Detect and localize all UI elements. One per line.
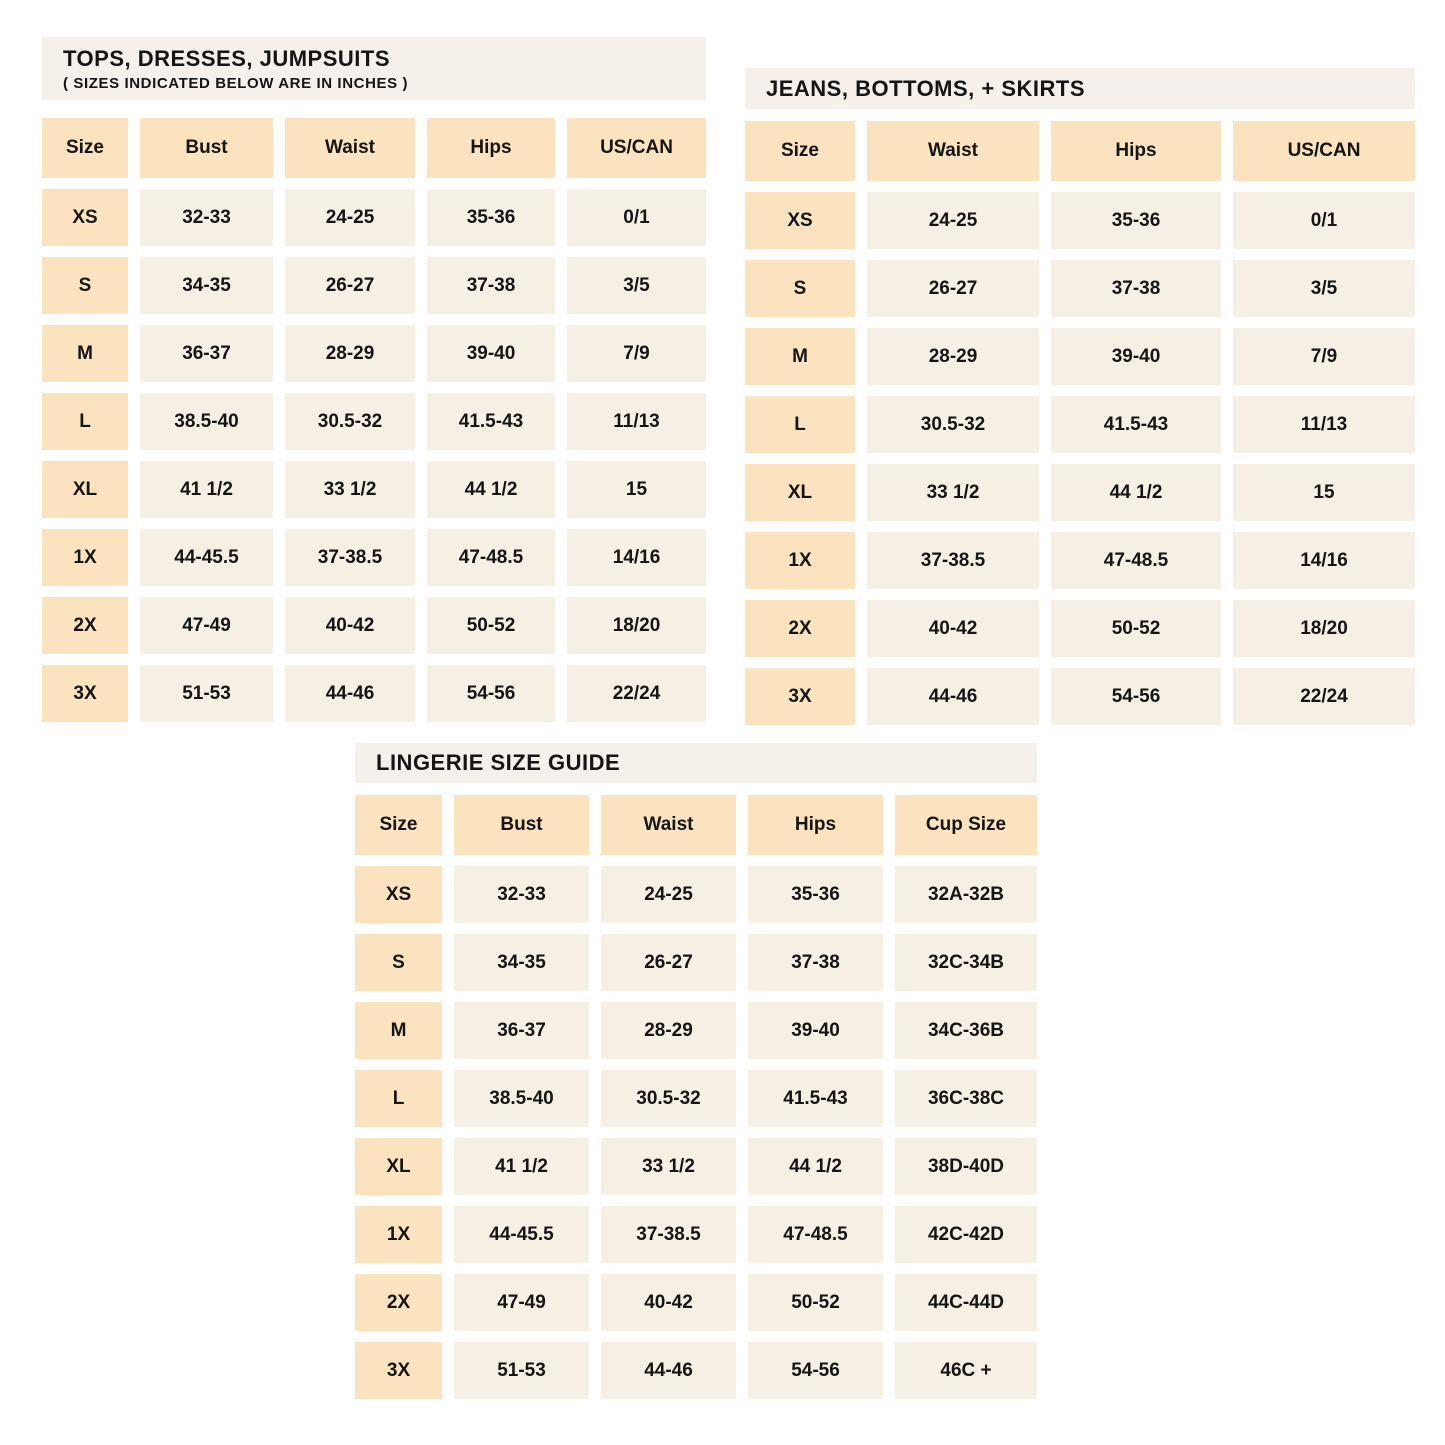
measurement-cell: 47-49 [454,1274,589,1331]
size-label-cell: XL [745,464,855,521]
tops-title-banner [42,37,706,100]
column-header: Cup Size [895,795,1037,855]
measurement-cell: 54-56 [748,1342,883,1399]
measurement-cell: 44 1/2 [1051,464,1221,521]
measurement-cell: 38.5-40 [140,393,273,450]
measurement-cell: 32-33 [454,866,589,923]
measurement-cell: 41.5-43 [427,393,555,450]
measurement-cell: 47-48.5 [748,1206,883,1263]
measurement-cell: 33 1/2 [601,1138,736,1195]
tops-title: TOPS, DRESSES, JUMPSUITS [63,45,391,71]
measurement-cell: 38.5-40 [454,1070,589,1127]
measurement-cell: 42C-42D [895,1206,1037,1263]
measurement-cell: 22/24 [1233,668,1415,725]
measurement-cell: 44-46 [601,1342,736,1399]
measurement-cell: 39-40 [748,1002,883,1059]
measurement-cell: 44 1/2 [427,461,555,518]
measurement-cell: 36C-38C [895,1070,1037,1127]
column-header: Bust [140,118,273,178]
measurement-cell: 37-38.5 [285,529,415,586]
tops-dresses-jumpsuits-section [42,37,706,722]
measurement-cell: 47-48.5 [427,529,555,586]
column-header: US/CAN [1233,121,1415,181]
jeans-bottoms-skirts-section [745,68,1415,725]
measurement-cell: 34-35 [454,934,589,991]
measurement-cell: 40-42 [867,600,1039,657]
column-header: Waist [285,118,415,178]
size-label-cell: S [745,260,855,317]
measurement-cell: 39-40 [1051,328,1221,385]
measurement-cell: 38D-40D [895,1138,1037,1195]
size-label-cell: 3X [355,1342,442,1399]
column-header: Hips [1051,121,1221,181]
measurement-cell: 54-56 [427,665,555,722]
column-header: Size [42,118,128,178]
measurement-cell: 7/9 [1233,328,1415,385]
measurement-cell: 34-35 [140,257,273,314]
measurement-cell: 34C-36B [895,1002,1037,1059]
size-label-cell: 2X [745,600,855,657]
measurement-cell: 28-29 [285,325,415,382]
column-header: Waist [601,795,736,855]
measurement-cell: 40-42 [285,597,415,654]
column-header: Size [745,121,855,181]
size-label-cell: XL [42,461,128,518]
measurement-cell: 18/20 [567,597,706,654]
measurement-cell: 0/1 [567,189,706,246]
measurement-cell: 35-36 [427,189,555,246]
measurement-cell: 32-33 [140,189,273,246]
measurement-cell: 15 [1233,464,1415,521]
measurement-cell: 30.5-32 [285,393,415,450]
size-label-cell: S [355,934,442,991]
measurement-cell: 40-42 [601,1274,736,1331]
measurement-cell: 46C + [895,1342,1037,1399]
measurement-cell: 37-38 [1051,260,1221,317]
measurement-cell: 33 1/2 [285,461,415,518]
measurement-cell: 24-25 [601,866,736,923]
measurement-cell: 36-37 [454,1002,589,1059]
measurement-cell: 37-38.5 [867,532,1039,589]
measurement-cell: 44-45.5 [454,1206,589,1263]
size-label-cell: XS [355,866,442,923]
lingerie-size-guide-section [355,743,1037,1399]
size-label-cell: 2X [355,1274,442,1331]
measurement-cell: 3/5 [567,257,706,314]
measurement-cell: 44-45.5 [140,529,273,586]
column-header: Size [355,795,442,855]
measurement-cell: 41.5-43 [748,1070,883,1127]
measurement-cell: 26-27 [867,260,1039,317]
measurement-cell: 3/5 [1233,260,1415,317]
size-label-cell: M [745,328,855,385]
jeans-title-banner [745,68,1415,109]
size-label-cell: L [42,393,128,450]
measurement-cell: 37-38 [748,934,883,991]
measurement-cell: 0/1 [1233,192,1415,249]
size-label-cell: XS [42,189,128,246]
measurement-cell: 41 1/2 [140,461,273,518]
measurement-cell: 44C-44D [895,1274,1037,1331]
measurement-cell: 51-53 [140,665,273,722]
measurement-cell: 24-25 [867,192,1039,249]
lingerie-size-table [355,795,1037,1399]
measurement-cell: 33 1/2 [867,464,1039,521]
size-label-cell: M [42,325,128,382]
measurement-cell: 15 [567,461,706,518]
column-header: Hips [748,795,883,855]
measurement-cell: 14/16 [1233,532,1415,589]
measurement-cell: 51-53 [454,1342,589,1399]
measurement-cell: 22/24 [567,665,706,722]
measurement-cell: 50-52 [427,597,555,654]
measurement-cell: 30.5-32 [601,1070,736,1127]
jeans-size-table [745,121,1415,725]
measurement-cell: 50-52 [748,1274,883,1331]
lingerie-title: LINGERIE SIZE GUIDE [376,750,621,775]
measurement-cell: 14/16 [567,529,706,586]
size-label-cell: XS [745,192,855,249]
measurement-cell: 35-36 [1051,192,1221,249]
column-header: Bust [454,795,589,855]
measurement-cell: 36-37 [140,325,273,382]
measurement-cell: 44-46 [285,665,415,722]
measurement-cell: 7/9 [567,325,706,382]
measurement-cell: 32C-34B [895,934,1037,991]
measurement-cell: 44-46 [867,668,1039,725]
tops-subtitle: ( SIZES INDICATED BELOW ARE IN INCHES ) [63,74,409,92]
size-label-cell: L [745,396,855,453]
measurement-cell: 26-27 [285,257,415,314]
measurement-cell: 37-38.5 [601,1206,736,1263]
size-label-cell: 3X [42,665,128,722]
size-label-cell: 3X [745,668,855,725]
measurement-cell: 39-40 [427,325,555,382]
measurement-cell: 47-49 [140,597,273,654]
size-label-cell: S [42,257,128,314]
measurement-cell: 11/13 [1233,396,1415,453]
measurement-cell: 41 1/2 [454,1138,589,1195]
measurement-cell: 26-27 [601,934,736,991]
size-label-cell: M [355,1002,442,1059]
measurement-cell: 35-36 [748,866,883,923]
size-label-cell: 1X [745,532,855,589]
measurement-cell: 28-29 [867,328,1039,385]
measurement-cell: 11/13 [567,393,706,450]
measurement-cell: 54-56 [1051,668,1221,725]
measurement-cell: 28-29 [601,1002,736,1059]
measurement-cell: 50-52 [1051,600,1221,657]
size-label-cell: 1X [42,529,128,586]
measurement-cell: 47-48.5 [1051,532,1221,589]
measurement-cell: 32A-32B [895,866,1037,923]
size-label-cell: XL [355,1138,442,1195]
size-label-cell: L [355,1070,442,1127]
column-header: Waist [867,121,1039,181]
lingerie-title-banner [355,743,1037,783]
column-header: Hips [427,118,555,178]
jeans-title: JEANS, BOTTOMS, + SKIRTS [766,75,1086,101]
measurement-cell: 41.5-43 [1051,396,1221,453]
tops-size-table [42,118,706,722]
measurement-cell: 24-25 [285,189,415,246]
measurement-cell: 37-38 [427,257,555,314]
measurement-cell: 44 1/2 [748,1138,883,1195]
size-label-cell: 1X [355,1206,442,1263]
measurement-cell: 18/20 [1233,600,1415,657]
column-header: US/CAN [567,118,706,178]
measurement-cell: 30.5-32 [867,396,1039,453]
size-label-cell: 2X [42,597,128,654]
